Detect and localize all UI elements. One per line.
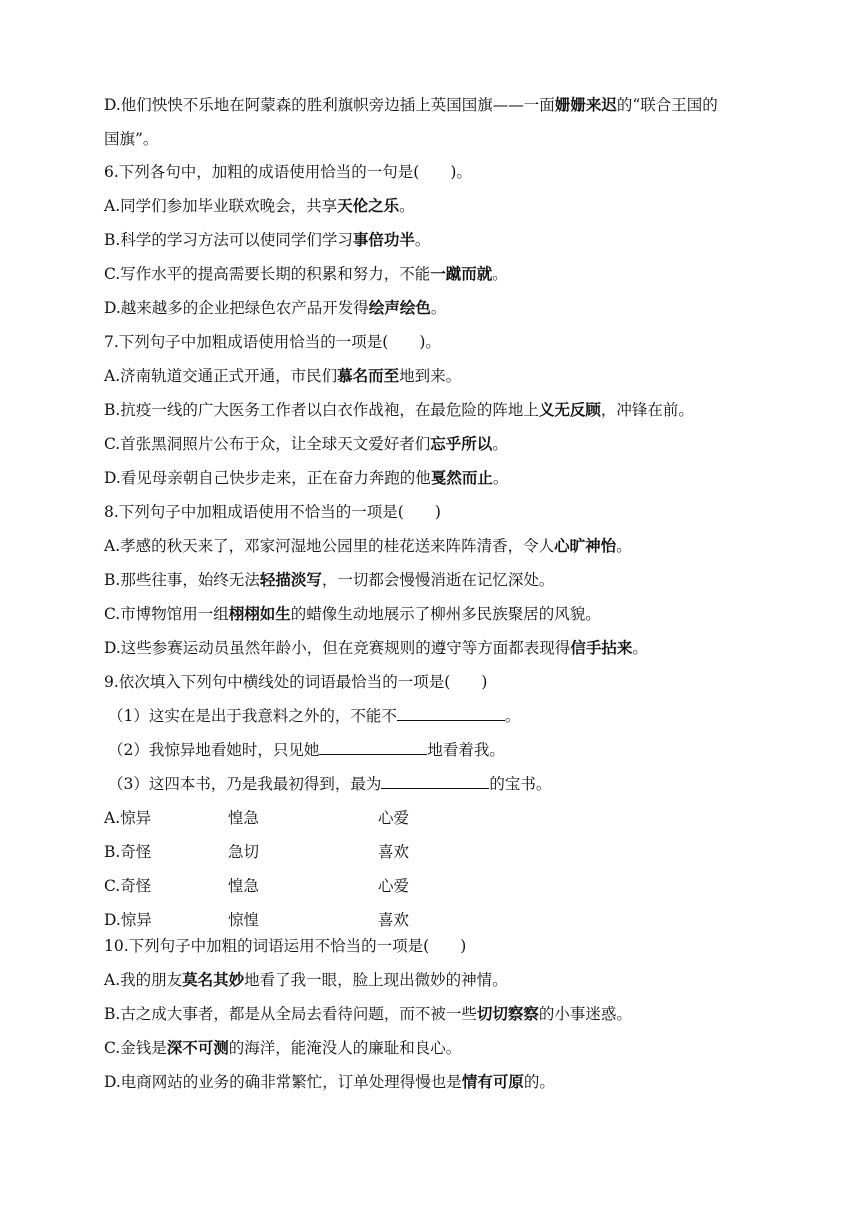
text-segment: 地到来。 — [399, 367, 462, 385]
text-segment: D.他们怏怏不乐地在阿蒙森的胜利旗帜旁边插上英国国旗——一面 — [104, 96, 555, 114]
text-segment: 。 — [430, 299, 447, 317]
text-segment: 的小事迷惑。 — [538, 1005, 632, 1023]
text-segment: 的蜡像生动地展示了柳州多民族聚居的风貌。 — [290, 605, 601, 623]
text-segment: 地看着我。 — [427, 741, 505, 759]
text-line-q10c — [104, 1037, 461, 1059]
text-segment: 的宝书。 — [489, 775, 552, 793]
text-segment: A.孝感的秋天来了，邓家河湿地公园里的桂花送来阵阵清香，令人 — [104, 537, 555, 555]
text-line-q10d — [104, 1071, 555, 1093]
text-line-q8a — [104, 535, 632, 557]
text-line-q8 — [104, 501, 441, 523]
q9-option-w3: 心爱 — [378, 877, 410, 895]
bold-term: 天伦之乐 — [337, 197, 400, 215]
text-segment: C.市博物馆用一组 — [104, 605, 229, 623]
q9-option-letter: D.惊异 — [104, 911, 152, 929]
q9-option-letter: A.惊异 — [104, 809, 152, 827]
text-line-q8c — [104, 603, 601, 625]
q9-option-w3: 心爱 — [378, 809, 410, 827]
fill-blank — [319, 740, 427, 755]
text-segment: ，冲锋在前。 — [600, 401, 694, 419]
bold-term: 情有可原 — [461, 1073, 524, 1091]
text-segment: 7.下列句子中加粗成语使用恰当的一项是( )。 — [104, 333, 441, 351]
q9-option-w2: 急切 — [228, 843, 260, 861]
text-segment: （2）我惊异地看她时，只见她 — [108, 741, 320, 759]
bold-term: 一蹴而就 — [430, 265, 493, 283]
text-segment: 。 — [492, 435, 508, 453]
text-segment: B.科学的学习方法可以使同学们学习 — [104, 231, 353, 249]
bold-term: 忘乎所以 — [430, 435, 493, 453]
text-line-q9s1 — [108, 705, 520, 727]
text-line-q9s2 — [108, 739, 505, 761]
text-segment: C.写作水平的提高需要长期的积累和努力，不能 — [104, 265, 431, 283]
bold-term: 切切察察 — [476, 1005, 539, 1023]
text-segment: 地看了我一眼，脸上现出微妙的神情。 — [244, 971, 508, 989]
text-segment: （1）这实在是出于我意料之外的，不能不 — [108, 707, 397, 725]
bold-term: 姗姗来迟 — [554, 96, 617, 114]
bold-term: 信手拈来 — [570, 639, 633, 657]
text-line-q10a — [104, 969, 508, 991]
text-segment: 的海洋，能淹没人的廉耻和良心。 — [228, 1039, 462, 1057]
bold-term: 栩栩如生 — [228, 605, 291, 623]
text-segment: 6.下列各句中，加粗的成语使用恰当的一句是( )。 — [104, 163, 472, 181]
text-line-q9s3 — [108, 773, 551, 795]
bold-term: 深不可测 — [166, 1039, 229, 1057]
text-segment: B.抗疫一线的广大医务工作者以白衣作战袍，在最危险的阵地上 — [104, 401, 539, 419]
text-segment: D.电商网站的业务的确非常繁忙，订单处理得慢也是 — [104, 1073, 462, 1091]
text-segment: 国旗”。 — [104, 130, 159, 148]
text-segment: （3）这四本书，乃是我最初得到，最为 — [108, 775, 382, 793]
text-segment: 。 — [616, 537, 632, 555]
text-segment: 9.依次填入下列句中横线处的词语最恰当的一项是( ) — [104, 673, 488, 691]
text-segment: 。 — [399, 197, 415, 215]
text-segment: 。 — [632, 639, 648, 657]
text-line-q6a — [104, 195, 415, 217]
bold-term: 慕名而至 — [337, 367, 400, 385]
bold-term: 心旷神怡 — [554, 537, 617, 555]
bold-term: 义无反顾 — [538, 401, 601, 419]
text-segment: 8.下列句子中加粗成语使用不恰当的一项是( ) — [104, 503, 441, 521]
fill-blank — [397, 706, 505, 721]
bold-term: 绘声绘色 — [368, 299, 431, 317]
text-segment: 。 — [492, 265, 508, 283]
text-segment: A.济南轨道交通正式开通，市民们 — [104, 367, 338, 385]
text-segment: 的“联合王国的 — [616, 96, 718, 114]
q9-option-w3: 喜欢 — [378, 911, 410, 929]
fill-blank — [381, 774, 489, 789]
text-segment: C.首张黑洞照片公布于众，让全球天文爱好者们 — [104, 435, 431, 453]
bold-term: 莫名其妙 — [182, 971, 245, 989]
text-line-q8d — [104, 637, 648, 659]
text-line-q7a — [104, 365, 461, 387]
text-segment: D.这些参赛运动员虽然年龄小，但在竞赛规则的遵守等方面都表现得 — [104, 639, 571, 657]
bold-term: 戛然而止 — [430, 469, 493, 487]
text-segment: C.金钱是 — [104, 1039, 167, 1057]
q9-option-w2: 惊惶 — [228, 911, 260, 929]
bold-term: 轻描淡写 — [259, 571, 322, 589]
q9-option-w2: 惶急 — [228, 809, 260, 827]
q9-option-letter: B.奇怪 — [104, 843, 152, 861]
text-line-q6c — [104, 263, 508, 285]
q9-option-letter: C.奇怪 — [104, 877, 152, 895]
text-segment: A.我的朋友 — [104, 971, 183, 989]
text-line-q6b — [104, 229, 430, 251]
text-line-l1 — [104, 94, 718, 116]
text-segment: ，一切都会慢慢消逝在记忆深处。 — [321, 571, 555, 589]
text-segment: A.同学们参加毕业联欢晚会，共享 — [104, 197, 338, 215]
text-line-q6d — [104, 297, 446, 319]
text-line-q10 — [104, 935, 466, 957]
text-line-q6 — [104, 161, 472, 183]
text-line-q10b — [104, 1003, 632, 1025]
text-line-q8b — [104, 569, 554, 591]
text-line-q7d — [104, 467, 508, 489]
text-segment: 的。 — [523, 1073, 555, 1091]
q9-option-w3: 喜欢 — [378, 843, 410, 861]
text-line-q7c — [104, 433, 508, 455]
text-segment: D.越来越多的企业把绿色农产品开发得 — [104, 299, 369, 317]
text-segment: 。 — [492, 469, 509, 487]
bold-term: 事倍功半 — [352, 231, 415, 249]
text-segment: 10.下列句子中加粗的词语运用不恰当的一项是( ) — [104, 937, 467, 955]
text-line-q9 — [104, 671, 487, 693]
text-line-q7 — [104, 331, 441, 353]
q9-option-w2: 惶急 — [228, 877, 260, 895]
text-line-l2 — [104, 128, 158, 150]
text-line-q7b — [104, 399, 694, 421]
text-segment: B.古之成大事者，都是从全局去看待问题，而不被一些 — [104, 1005, 477, 1023]
text-segment: D.看见母亲朝自己快步走来，正在奋力奔跑的他 — [104, 469, 431, 487]
text-segment: 。 — [504, 707, 521, 725]
text-segment: B.那些往事，始终无法 — [104, 571, 260, 589]
text-segment: 。 — [414, 231, 431, 249]
